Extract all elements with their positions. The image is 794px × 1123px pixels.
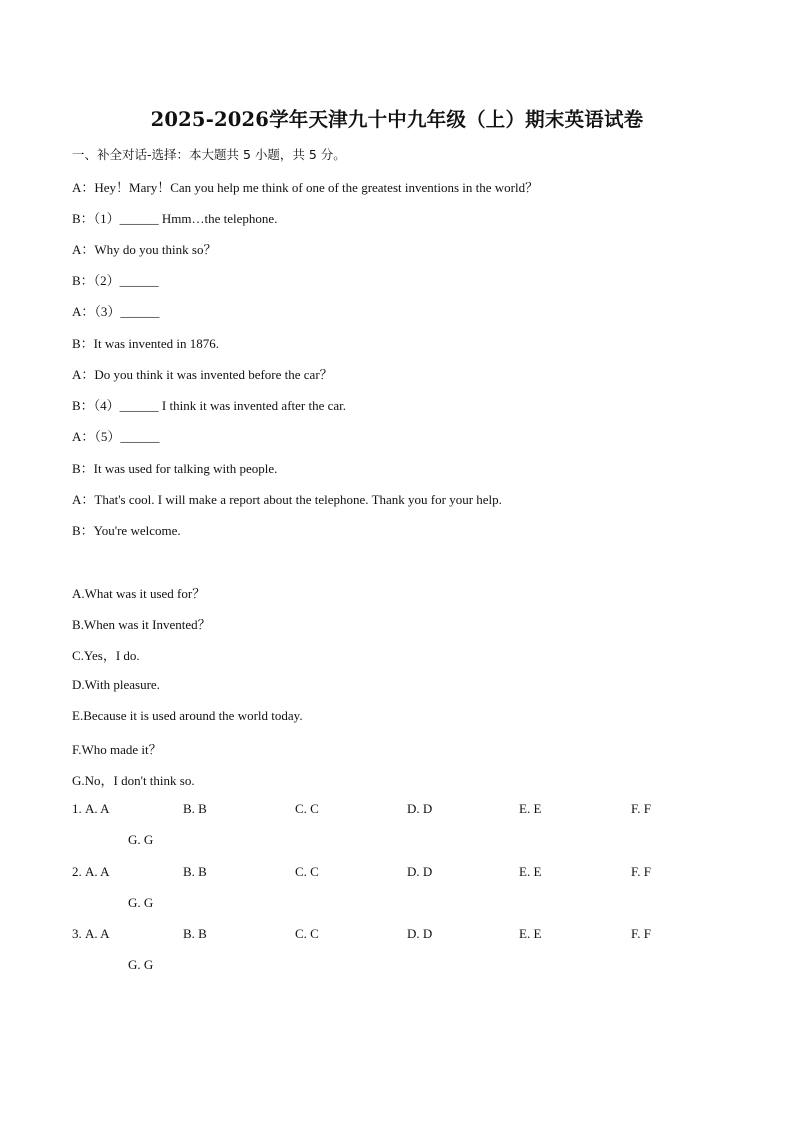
choice-item: G.No，I don't think so. (72, 773, 195, 788)
option-b[interactable]: B. B (183, 864, 207, 879)
option-b[interactable]: B. B (183, 926, 207, 941)
choice-item: C.Yes，I do. (72, 648, 140, 663)
option-g[interactable]: G. G (128, 895, 154, 910)
option-b[interactable]: B. B (183, 801, 207, 816)
option-d[interactable]: D. D (407, 864, 433, 879)
option-e[interactable]: E. E (519, 926, 542, 941)
dialogue-line: A：（3）______ (72, 304, 160, 319)
option-c[interactable]: C. C (295, 801, 319, 816)
choice-item: F.Who made it？ (72, 742, 162, 757)
question-1-wrap (72, 832, 732, 850)
option-f[interactable]: F. F (631, 864, 651, 879)
option-c[interactable]: C. C (295, 926, 319, 941)
dialogue-line: B：It was used for talking with people. (72, 461, 278, 476)
dialogue-line: A：Do you think it was invented before the car？ (72, 367, 333, 382)
question-number: 1. (72, 801, 82, 816)
dialogue-line: B：It was invented in 1876. (72, 336, 219, 351)
choice-item: D.With pleasure. (72, 677, 160, 692)
option-d[interactable]: D. D (407, 801, 433, 816)
option-a[interactable]: A. A (85, 801, 110, 816)
question-3 (72, 926, 732, 944)
dialogue-line: B：（2）______ (72, 273, 159, 288)
question-number: 3. (72, 926, 82, 941)
dialogue-line: A：（5）______ (72, 429, 160, 444)
dialogue-line: A：That's cool. I will make a report about the telephone. Thank you for your help. (72, 492, 502, 507)
section-heading: 一、补全对话-选择：本大题共 5 小题，共 5 分。 (72, 147, 346, 162)
option-d[interactable]: D. D (407, 926, 433, 941)
choice-item: A.What was it used for？ (72, 586, 206, 601)
dialogue-line: A：Why do you think so？ (72, 242, 217, 257)
page-title: 2025-2026学年天津九十中九年级（上）期末英语试卷 (150, 108, 644, 131)
question-number: 2. (72, 864, 82, 879)
option-e[interactable]: E. E (519, 801, 542, 816)
question-2-wrap (72, 895, 732, 913)
option-f[interactable]: F. F (631, 926, 651, 941)
option-f[interactable]: F. F (631, 801, 651, 816)
choice-item: E.Because it is used around the world today. (72, 708, 303, 723)
dialogue-line: A：Hey！Mary！Can you help me think of one of the greatest inventions in the world？ (72, 180, 539, 195)
dialogue-line: B：You're welcome. (72, 523, 181, 538)
option-c[interactable]: C. C (295, 864, 319, 879)
option-e[interactable]: E. E (519, 864, 542, 879)
option-g[interactable]: G. G (128, 957, 154, 972)
option-g[interactable]: G. G (128, 832, 154, 847)
choice-item: B.When was it Invented？ (72, 617, 211, 632)
option-a[interactable]: A. A (85, 864, 110, 879)
dialogue-line: B：（4）______ I think it was invented after the car. (72, 398, 347, 413)
dialogue-line: B：（1）______ Hmm…the telephone. (72, 211, 278, 226)
option-a[interactable]: A. A (85, 926, 110, 941)
question-2 (72, 864, 732, 882)
question-1 (72, 801, 732, 819)
question-3-wrap (72, 957, 732, 975)
